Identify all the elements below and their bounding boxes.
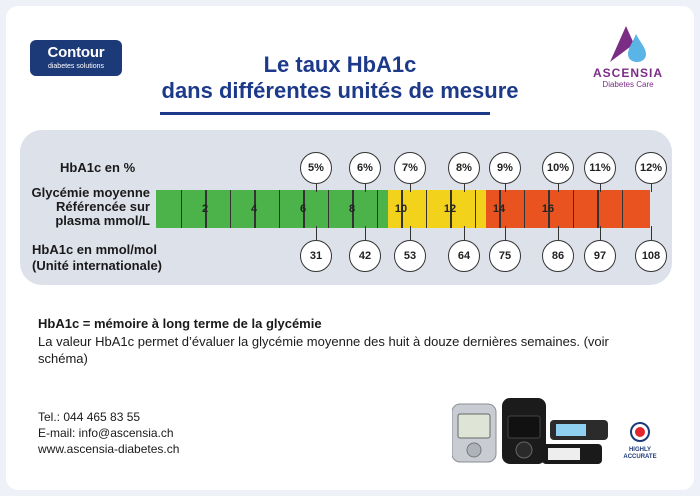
hba1c-percent-marker: 9% <box>489 152 521 184</box>
marker-stem <box>651 184 652 192</box>
contour-logo-sub: diabetes solutions <box>47 63 105 70</box>
marker-stem <box>316 226 317 240</box>
page-title-line2: dans différentes unités de mesure <box>161 78 519 103</box>
scale-tick <box>328 190 329 228</box>
glycemia-value-label: 10 <box>394 203 408 215</box>
scale-tick <box>573 190 574 228</box>
hba1c-percent-marker: 7% <box>394 152 426 184</box>
glycemia-value-label: 14 <box>492 203 506 215</box>
marker-stem <box>464 226 465 240</box>
label-glycemia-line2: Référencée sur <box>56 199 150 214</box>
scale-tick <box>622 190 623 228</box>
marker-stem <box>365 226 366 240</box>
contact-phone: Tel.: 044 465 83 55 <box>38 410 141 424</box>
badge-line1: HIGHLY <box>628 447 652 453</box>
label-glycemia <box>30 186 150 228</box>
accuracy-icon <box>626 422 654 442</box>
contour-logo <box>30 40 122 76</box>
hba1c-mmol-marker: 75 <box>489 240 521 272</box>
page-title-line1: Le taux HbA1c <box>263 52 417 77</box>
marker-stem <box>651 226 652 240</box>
glycemia-value-label: 2 <box>201 203 209 215</box>
badge-line2: ACCURATE <box>623 454 657 460</box>
hba1c-mmol-marker: 64 <box>448 240 480 272</box>
label-hba1c-mmol <box>32 242 162 274</box>
scale-tick <box>230 190 231 228</box>
contact-email[interactable]: E-mail: info@ascensia.ch <box>38 426 174 440</box>
label-glycemia-line3: plasma mmol/L <box>55 213 150 228</box>
scale-tick <box>524 190 525 228</box>
hba1c-percent-marker: 6% <box>349 152 381 184</box>
glucose-meters-image <box>452 398 612 468</box>
marker-stem <box>316 184 317 192</box>
glycemia-value-label: 4 <box>250 203 258 215</box>
scale-tick <box>279 190 280 228</box>
marker-stem <box>410 184 411 192</box>
marker-stem <box>410 226 411 240</box>
ascensia-sub: Diabetes Care <box>602 80 654 89</box>
hba1c-mmol-marker: 42 <box>349 240 381 272</box>
marker-stem <box>464 184 465 192</box>
label-hba1c-percent: HbA1c en % <box>60 160 136 175</box>
hba1c-percent-marker: 5% <box>300 152 332 184</box>
ascensia-drop-icon <box>606 24 650 64</box>
contact-website[interactable]: www.ascensia-diabetes.ch <box>38 442 180 456</box>
marker-stem <box>558 184 559 192</box>
label-mmol-line2: (Unité internationale) <box>32 258 163 273</box>
ascensia-logo <box>588 24 668 89</box>
ascensia-name: ASCENSIA <box>592 66 663 80</box>
scale-tick <box>597 190 599 228</box>
marker-stem <box>600 184 601 192</box>
marker-stem <box>505 226 506 240</box>
hba1c-percent-marker: 10% <box>542 152 574 184</box>
glycemia-value-label: 8 <box>348 203 356 215</box>
scale-tick <box>475 190 476 228</box>
hba1c-mmol-marker: 53 <box>394 240 426 272</box>
contact-block <box>38 409 179 457</box>
glycemia-value-label: 16 <box>541 203 555 215</box>
hba1c-percent-marker: 8% <box>448 152 480 184</box>
hba1c-mmol-marker: 86 <box>542 240 574 272</box>
label-mmol-line1: HbA1c en mmol/mol <box>32 242 157 257</box>
marker-stem <box>505 184 506 192</box>
marker-stem <box>600 226 601 240</box>
definition-title: HbA1c = mémoire à long terme de la glycémie <box>38 316 322 331</box>
scale-tick <box>377 190 378 228</box>
hba1c-mmol-marker: 31 <box>300 240 332 272</box>
scale-tick <box>181 190 182 228</box>
glycemia-value-label: 6 <box>299 203 307 215</box>
marker-stem <box>558 226 559 240</box>
hba1c-mmol-marker: 108 <box>635 240 667 272</box>
hba1c-percent-marker: 11% <box>584 152 616 184</box>
hba1c-mmol-marker: 97 <box>584 240 616 272</box>
glycemia-value-label: 12 <box>443 203 457 215</box>
title-underline <box>160 112 490 115</box>
contour-logo-name: Contour <box>47 44 105 61</box>
definition-text: La valeur HbA1c permet d’évaluer la glycémie moyenne des huit à douze dernières semaines. (voir schéma) <box>38 334 609 366</box>
hba1c-percent-marker: 12% <box>635 152 667 184</box>
scale-tick <box>426 190 427 228</box>
marker-stem <box>365 184 366 192</box>
label-glycemia-line1: Glycémie moyenne <box>31 185 150 200</box>
highly-accurate-badge <box>612 422 668 461</box>
